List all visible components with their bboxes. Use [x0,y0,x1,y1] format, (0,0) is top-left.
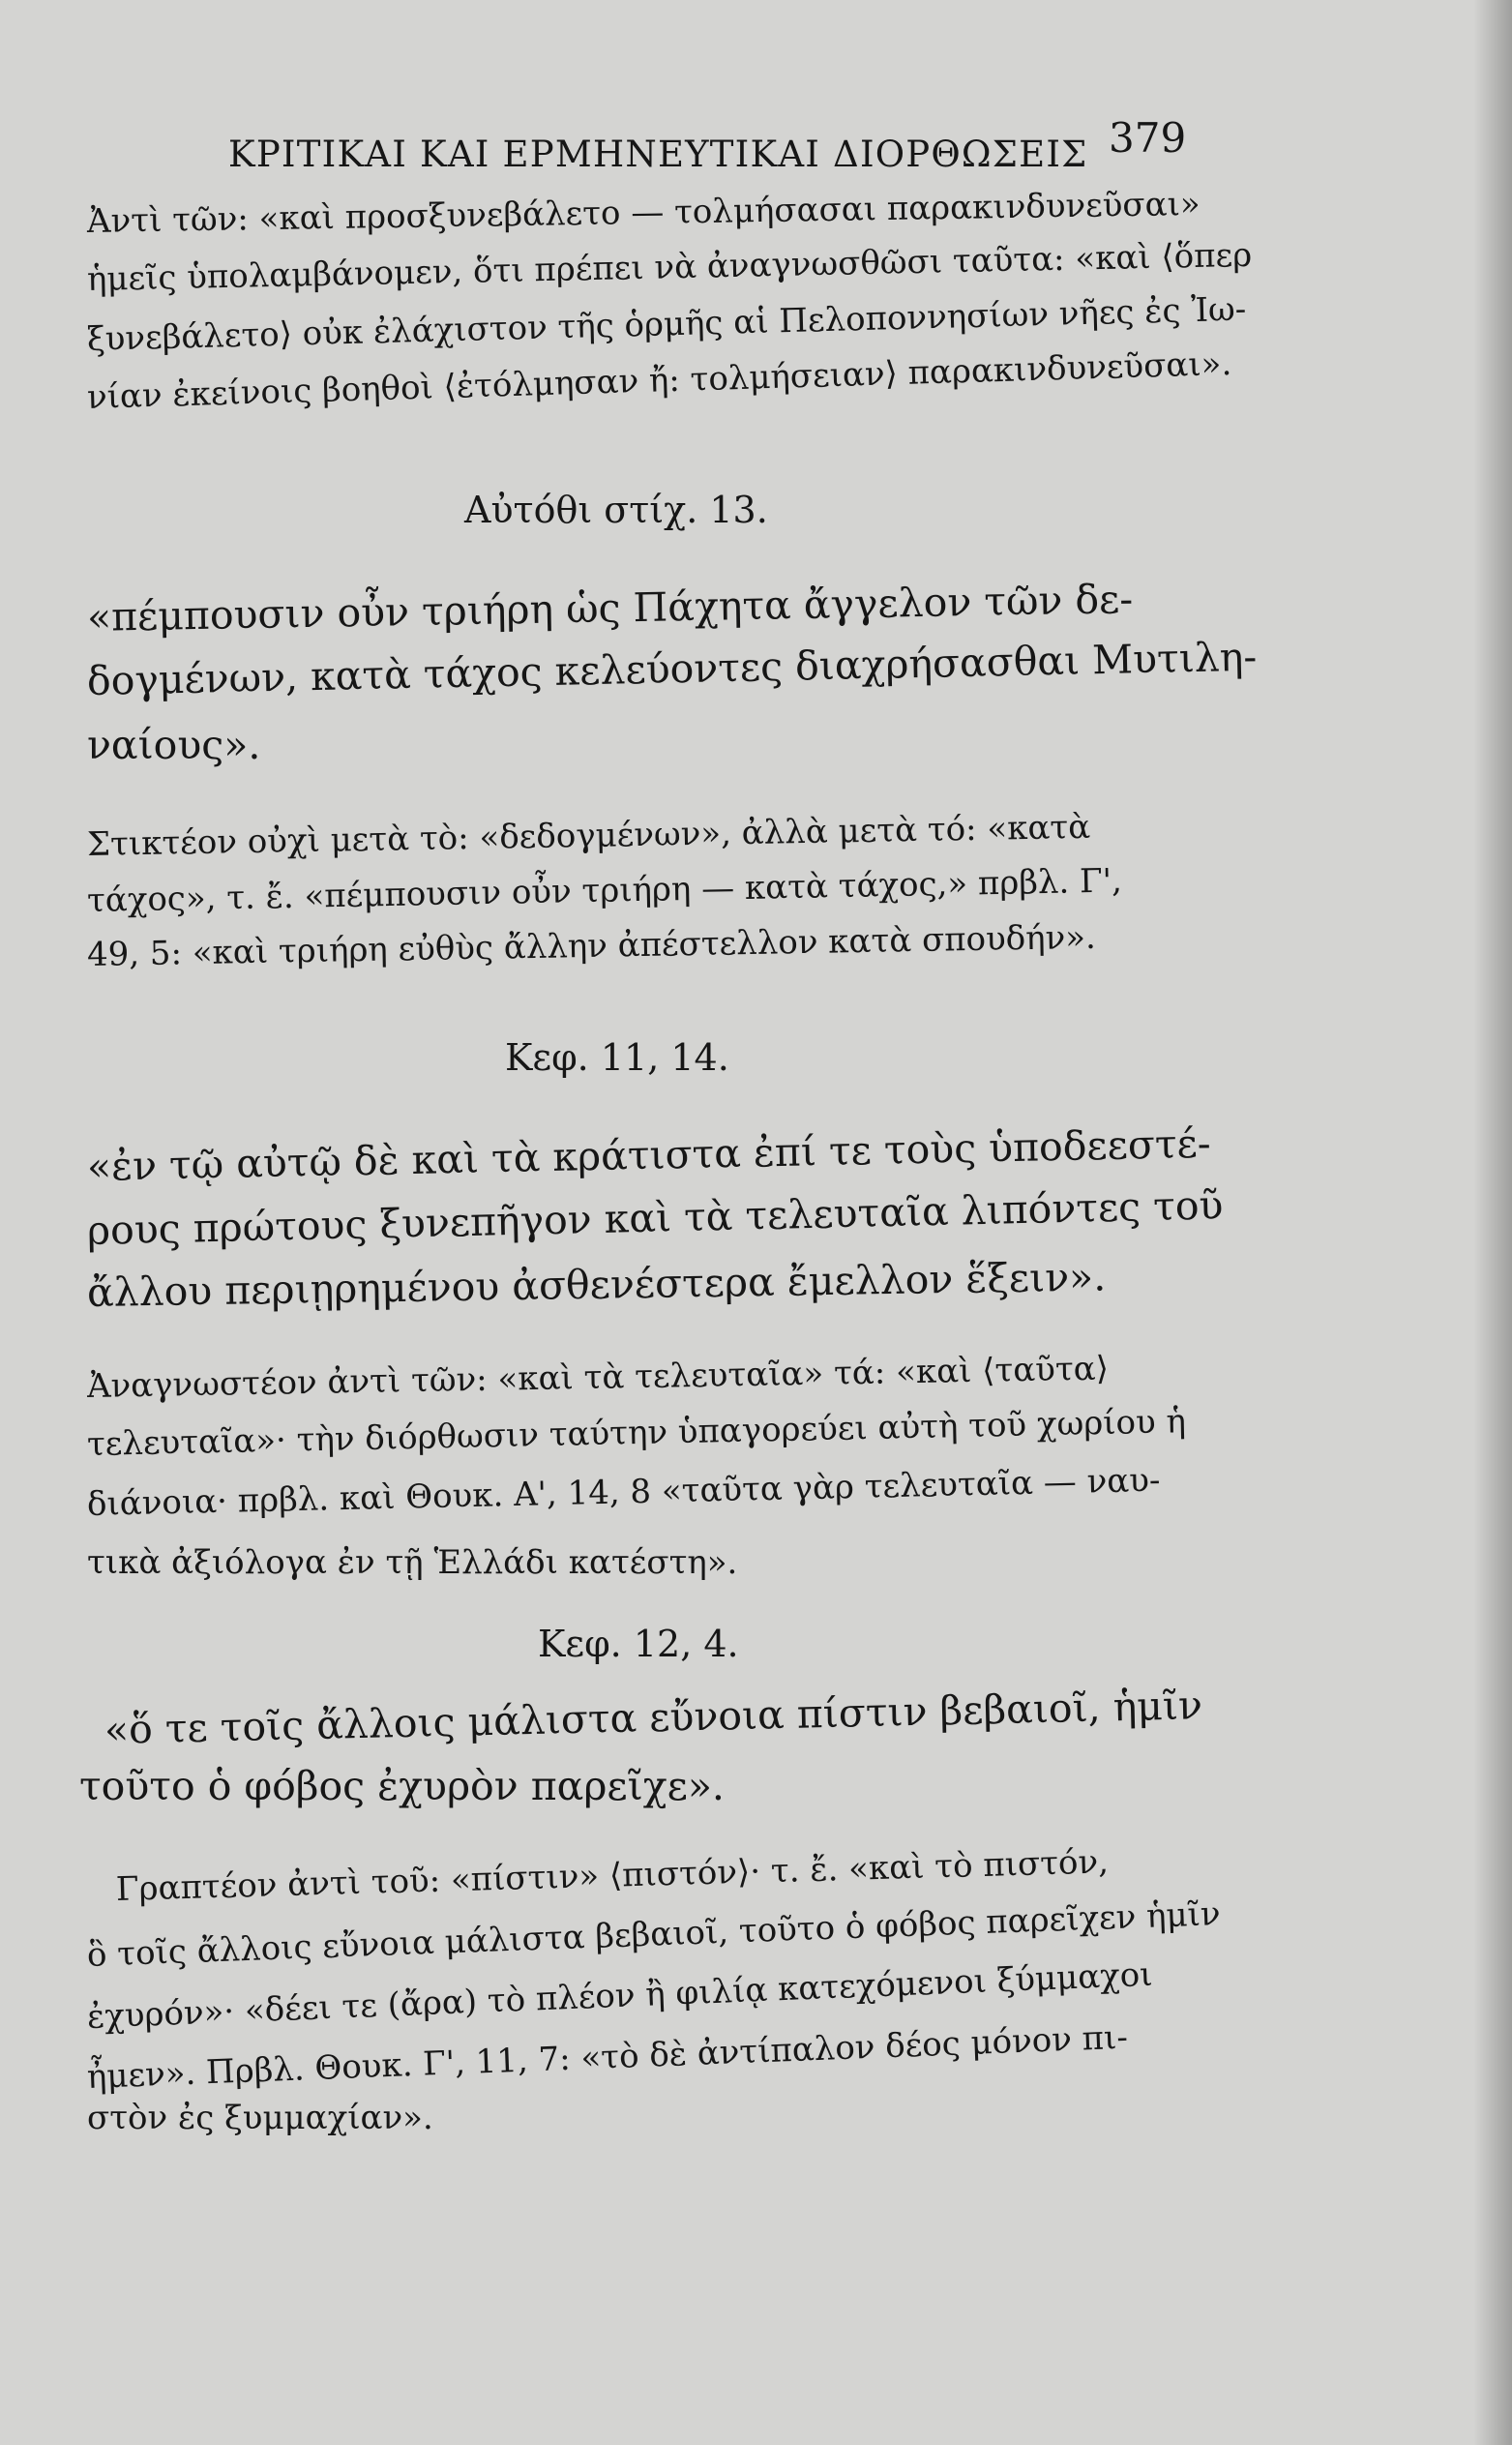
text-line: τελευταῖα»· τὴν διόρθωσιν ταύτην ὑπαγορεύει αὐτὴ τοῦ χωρίου ἡ [86,1402,1187,1464]
text-line: διάνοια· πρβλ. καὶ Θουκ. Α', 14, 8 «ταῦτα γὰρ τελευταῖα — ναυ- [86,1460,1161,1524]
text-line: Στικτέον οὐχὶ μετὰ τὸ: «δεδογμένων», ἀλλὰ μετὰ τό: «κατὰ [86,807,1091,864]
page-edge-shadow [1473,0,1512,2445]
section-heading: Κεφ. 12, 4. [538,1623,739,1665]
text-line: νίαν ἐκείνοις βοηθοὶ ⟨ἐτόλμησαν ἤ: τολμήσειαν⟩ παρακινδυνεῦσαι». [86,343,1232,417]
quoted-passage-line: ἄλλου περιῃρημένου ἀσθενέστερα ἔμελλον ἕξειν». [86,1253,1107,1316]
text-line: Ἀντὶ τῶν: «καὶ προσξυνεβάλετο — τολμήσασαι παρακινδυνεῦσαι» [86,184,1201,241]
quoted-passage-line: «ἐν τῷ αὐτῷ δὲ καὶ τὰ κράτιστα ἐπί τε τοὺς ὑποδεεστέ- [86,1119,1212,1190]
quoted-passage-line: «ὅ τε τοῖς ἄλλοις μάλιστα εὔνοια πίστιν βεβαιοῖ, ἡμῖν [104,1682,1203,1753]
text-line: στὸν ἐς ξυμμαχίαν». [87,2099,433,2137]
section-heading: Κεφ. 11, 14. [505,1036,729,1079]
page-number: 379 [1109,114,1187,162]
text-line: ἦμεν». Πρβλ. Θουκ. Γ', 11, 7: «τὸ δὲ ἀντίπαλον δέος μόνον πι- [86,2017,1129,2097]
quoted-passage-line: τοῦτο ὁ φόβος ἐχυρὸν παρεῖχε». [79,1763,725,1809]
running-header: ΚΡΙΤΙΚΑΙ ΚΑΙ ΕΡΜΗΝΕΥΤΙΚΑΙ ΔΙΟΡΘΩΣΕΙΣ [228,134,1088,175]
section-heading: Αὐτόθι στίχ. 13. [464,489,768,531]
text-line: 49, 5: «καὶ τριήρη εὐθὺς ἄλλην ἀπέστελλον κατὰ σπουδήν». [86,917,1097,974]
text-line: Ἀναγνωστέον ἀντὶ τῶν: «καὶ τὰ τελευταῖα» τά: «καὶ ⟨ταῦτα⟩ [86,1349,1110,1406]
text-line: ἐχυρόν»· «δέει τε (ἄρα) τὸ πλέον ἢ φιλίᾳ κατεχόμενοι ξύμμαχοι [86,1954,1154,2037]
text-line: Γραπτέον ἀντὶ τοῦ: «πίστιν» ⟨πιστόν⟩· τ. ἔ. «καὶ τὸ πιστόν, [115,1842,1110,1909]
text-line: ὃ τοῖς ἄλλοις εὔνοια μάλιστα βεβαιοῖ, τοῦτο ὁ φόβος παρεῖχεν ἡμῖν [86,1894,1222,1975]
quoted-passage-line: ρους πρώτους ξυνεπῆγον καὶ τὰ τελευταῖα λιπόντες τοῦ [86,1181,1224,1254]
quoted-passage-line: δογμένων, κατὰ τάχος κελεύοντες διαχρήσασθαι Μυτιλη- [86,633,1258,704]
text-line: τικὰ ἀξιόλογα ἐν τῇ Ἑλλάδι κατέστη». [87,1543,738,1582]
text-line: τάχος», τ. ἔ. «πέμπουσιν οὖν τριήρη — κατὰ τάχος,» πρβλ. Γ', [86,861,1123,920]
quoted-passage-line: ναίους». [87,722,261,768]
text-line: ξυνεβάλετο⟩ οὐκ ἐλάχιστον τῆς ὁρμῆς αἱ Πελοποννησίων νῆες ἐς Ἰω- [86,289,1247,359]
text-line: ἡμεῖς ὑπολαμβάνομεν, ὅτι πρέπει νὰ ἀναγνωσθῶσι ταῦτα: «καὶ ⟨ὅπερ [86,235,1253,299]
quoted-passage-line: «πέμπουσιν οὖν τριήρη ὡς Πάχητα ἄγγελον τῶν δε- [86,576,1134,641]
